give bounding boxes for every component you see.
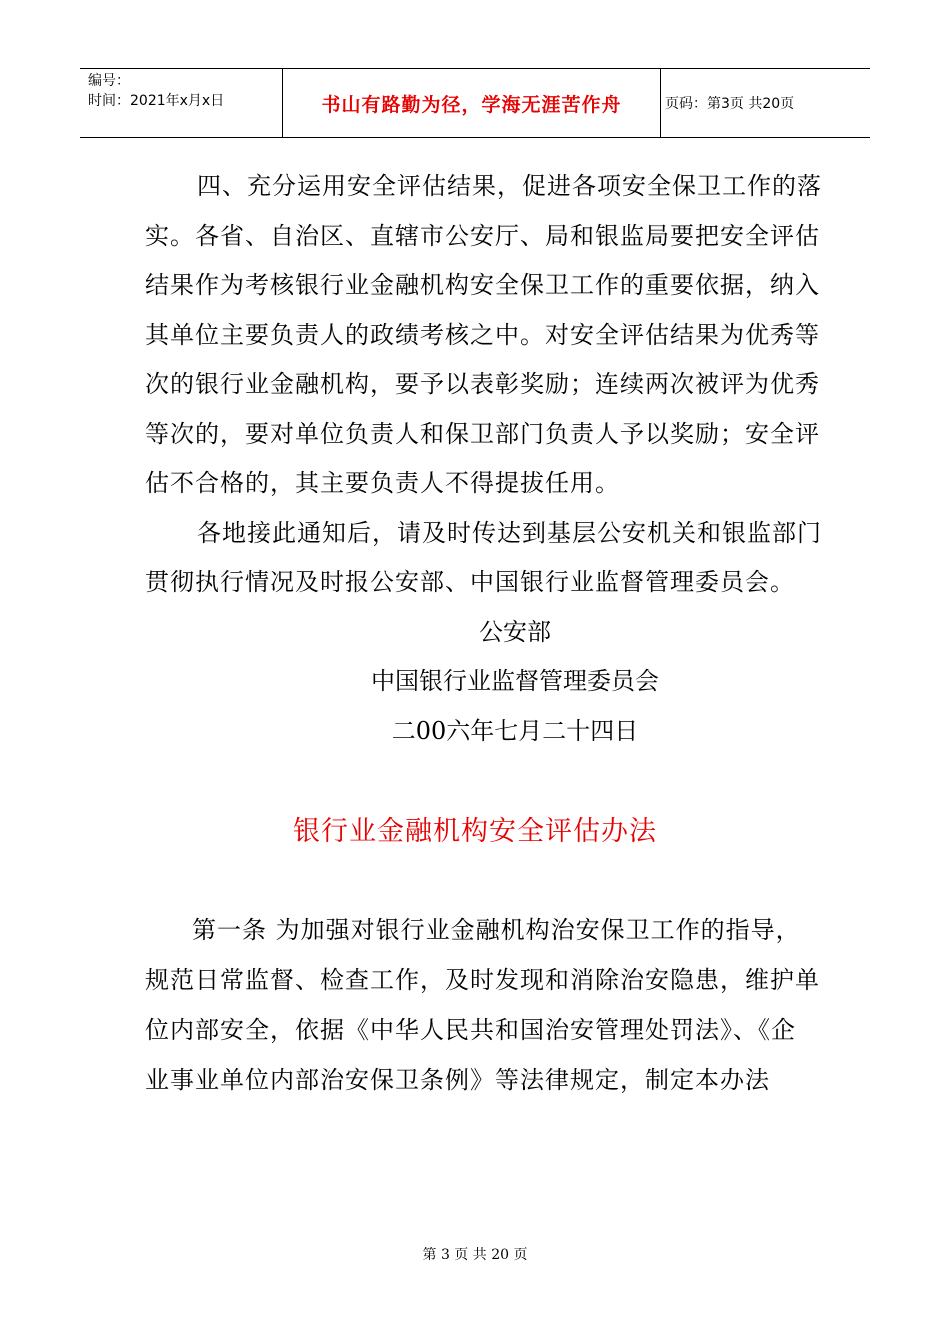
header-time-label: 时间：2021年x月x日: [88, 93, 225, 109]
header-page-cell: [661, 69, 870, 137]
header-page-info: 页码：第3页 共20页: [665, 96, 795, 112]
paragraph-line: 规范日常监督、检查工作，及时发现和消除治安隐患，维护单: [145, 966, 820, 994]
header-motto-cell: [283, 69, 661, 137]
signature-ministry: 公安部: [479, 618, 551, 646]
header-number-label: 编号：: [88, 73, 130, 89]
signature-cbrc: 中国银行业监督管理委员会: [371, 667, 659, 695]
paragraph-line: 其单位主要负责人的政绩考核之中。对安全评估结果为优秀等: [145, 321, 820, 349]
paragraph-line: 各地接此通知后，请及时传达到基层公安机关和银监部门: [197, 519, 822, 547]
paragraph-line: 业事业单位内部治安保卫条例》等法律规定，制定本办法: [145, 1066, 770, 1094]
document-title: 银行业金融机构安全评估办法: [293, 816, 657, 847]
paragraph-line: 估不合格的，其主要负责人不得提拔任用。: [145, 469, 620, 497]
paragraph-line: 结果作为考核银行业金融机构安全保卫工作的重要依据，纳入: [145, 271, 820, 299]
page-footer: 第 3 页 共 20 页: [422, 1247, 528, 1263]
paragraph-line: 等次的，要对单位负责人和保卫部门负责人予以奖励；安全评: [145, 420, 820, 448]
page-header: [80, 68, 870, 138]
paragraph-line: 第一条 为加强对银行业金融机构治安保卫工作的指导，: [192, 916, 801, 944]
header-motto: 书山有路勤为径，学海无涯苦作舟: [321, 93, 622, 116]
paragraph-line: 四、充分运用安全评估结果，促进各项安全保卫工作的落: [197, 172, 822, 200]
signature-date: 二00六年七月二十四日: [391, 717, 639, 745]
paragraph-line: 次的银行业金融机构，要予以表彰奖励；连续两次被评为优秀: [145, 370, 820, 398]
paragraph-line: 实。各省、自治区、直辖市公安厅、局和银监局要把安全评估: [145, 222, 820, 250]
paragraph-line: 位内部安全，依据《中华人民共和国治安管理处罚法》、《企: [145, 1016, 796, 1044]
header-meta-cell: [80, 69, 283, 137]
paragraph-line: 贯彻执行情况及时报公安部、中国银行业监督管理委员会。: [145, 568, 795, 596]
